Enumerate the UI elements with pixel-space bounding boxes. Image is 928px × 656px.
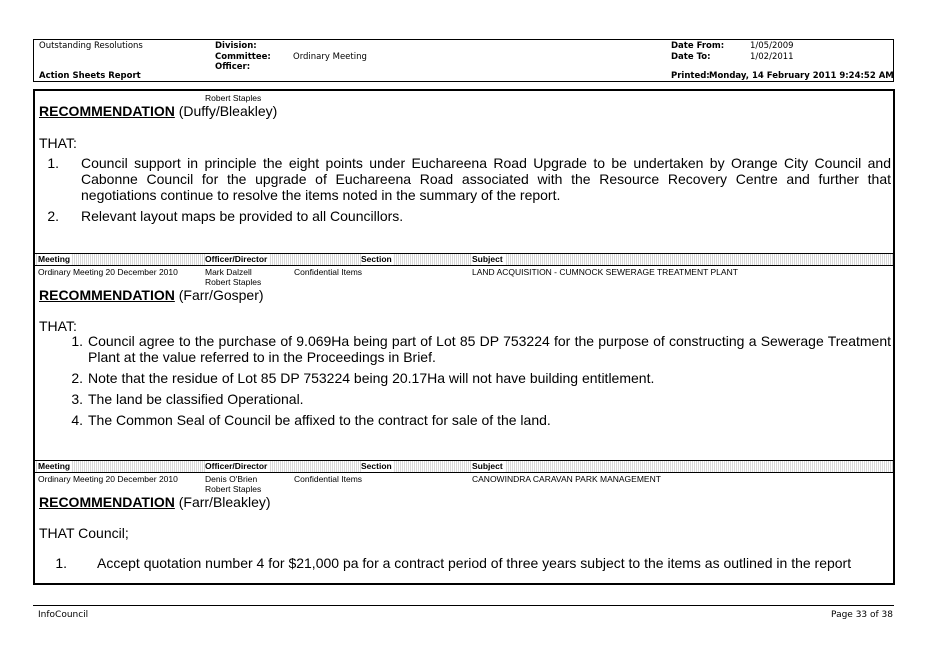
col-section: Section	[361, 461, 392, 471]
item-number: 2.	[71, 370, 83, 386]
item-text: Council support in principle the eight points under Euchareena Road Upgrade to be undertaken by Orange City Council and Cabonne Council for the upgrade of Euchareena Road associated with the Resource Recovery Centre and further that negotiations continue to resolve the items noted in the summary of the report.	[81, 155, 891, 203]
recommendation-heading	[39, 103, 277, 119]
subject-value: LAND ACQUISITION - CUMNOCK SEWERAGE TREATMENT PLANT	[472, 267, 738, 277]
meeting-value: Ordinary Meeting 20 December 2010	[38, 267, 178, 277]
report-name: Outstanding Resolutions	[39, 41, 143, 51]
subject-value: CANOWINDRA CARAVAN PARK MANAGEMENT	[472, 474, 661, 484]
section-value: Confidential Items	[294, 267, 363, 277]
meeting-value: Ordinary Meeting 20 December 2010	[38, 474, 178, 484]
item-text: Council agree to the purchase of 9.069Ha being part of Lot 85 DP 753224 for the purpose of constructing a Sewerage Treatment Plant at the value referred to in the Proceedings in Brief.	[88, 333, 891, 365]
item-text: The land be classified Operational.	[88, 391, 304, 407]
recommendation-movers: (Farr/Bleakley)	[178, 494, 271, 510]
list-item	[39, 155, 891, 205]
item-text: Note that the residue of Lot 85 DP 753224 being 20.17Ha will not have building entitlement.	[88, 370, 655, 386]
item-number: 1.	[71, 333, 83, 349]
recommendation-label: RECOMMENDATION	[39, 103, 175, 119]
col-meeting: Meeting	[38, 461, 71, 471]
list-item	[39, 333, 891, 367]
column-header-row	[35, 253, 893, 266]
recommendation-heading	[39, 287, 264, 303]
recommendation-movers: (Duffy/Bleakley)	[178, 103, 278, 119]
recommendation-heading	[39, 494, 271, 510]
column-header-row	[35, 460, 893, 473]
item-number: 2.	[47, 208, 59, 224]
recommendation-label: RECOMMENDATION	[39, 494, 175, 510]
officer-value-2: Robert Staples	[205, 484, 262, 494]
col-officer: Officer/Director	[205, 461, 268, 471]
officer-label: Officer:	[215, 62, 251, 72]
page-number: Page 33 of 38	[831, 610, 893, 620]
that-heading: THAT Council;	[39, 525, 129, 541]
item-number: 1.	[55, 555, 67, 571]
officer-value: Mark Dalzell	[205, 267, 252, 277]
recommendation-movers: (Farr/Gosper)	[178, 287, 264, 303]
date-to-label: Date To:	[671, 52, 711, 62]
item-text: The Common Seal of Council be affixed to the contract for sale of the land.	[88, 412, 551, 428]
date-from-label: Date From:	[671, 41, 725, 51]
footer-app-name: InfoCouncil	[38, 610, 89, 620]
col-subject: Subject	[472, 254, 503, 264]
col-subject: Subject	[472, 461, 503, 471]
item-number: 1.	[47, 155, 59, 171]
report-header	[33, 39, 894, 82]
col-officer: Officer/Director	[205, 254, 268, 264]
printed-value: Monday, 14 February 2011 9:24:52 AM	[709, 71, 894, 81]
committee-value: Ordinary Meeting	[293, 52, 367, 62]
item-number: 3.	[71, 391, 83, 407]
footer-divider	[33, 605, 894, 606]
officer-value: Denis O'Brien	[205, 474, 258, 484]
item-number: 4.	[71, 412, 83, 428]
col-section: Section	[361, 254, 392, 264]
action-sheet-body	[33, 89, 895, 585]
officer-value-2: Robert Staples	[205, 277, 262, 287]
item-text: Relevant layout maps be provided to all Councillors.	[81, 208, 404, 224]
that-heading: THAT:	[39, 318, 77, 334]
date-to-value: 1/02/2011	[750, 52, 794, 62]
recommendation-label: RECOMMENDATION	[39, 287, 175, 303]
that-heading: THAT:	[39, 135, 77, 151]
col-meeting: Meeting	[38, 254, 71, 264]
committee-label: Committee:	[215, 52, 271, 62]
officer-continued: Robert Staples	[205, 93, 262, 103]
date-from-value: 1/05/2009	[750, 41, 794, 51]
section-value: Confidential Items	[294, 474, 363, 484]
division-label: Division:	[215, 41, 257, 51]
printed-label: Printed:	[671, 71, 710, 81]
item-text: Accept quotation number 4 for $21,000 pa for a contract period of three years subject to the items as outlined in the report	[97, 555, 852, 571]
report-type: Action Sheets Report	[39, 71, 141, 81]
